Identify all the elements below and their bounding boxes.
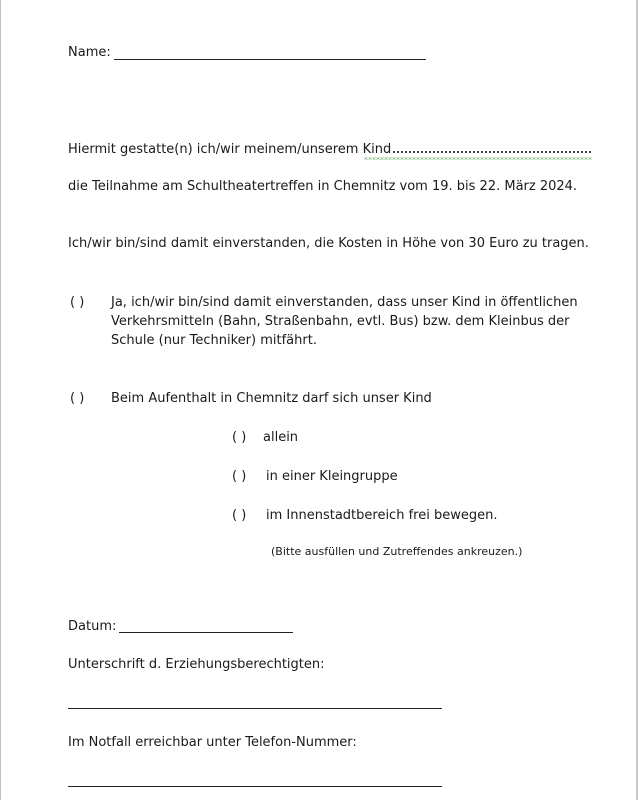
stay-intro-text: Beim Aufenthalt in Chemnitz darf sich unser Kind xyxy=(111,391,432,406)
stay-checkbox[interactable]: ( ) xyxy=(70,391,85,406)
spellcheck-underline xyxy=(364,157,592,160)
signature-input-line[interactable] xyxy=(68,708,442,709)
transport-line-1: Ja, ich/wir bin/sind damit einverstanden, dass unser Kind in öffentlichen xyxy=(111,295,578,310)
page-border-left xyxy=(0,0,1,800)
name-row xyxy=(68,45,111,61)
option-group-checkbox[interactable]: ( ) xyxy=(232,469,247,484)
permission-intro xyxy=(68,141,591,158)
transport-checkbox[interactable]: ( ) xyxy=(70,295,85,310)
emergency-label: Im Notfall erreichbar unter Telefon-Nummer: xyxy=(68,735,357,750)
date-label: Datum: xyxy=(68,619,117,634)
participation-text: die Teilnahme am Schultheatertreffen in Chemnitz vom 19. bis 22. März 2024. xyxy=(68,179,578,194)
option-alone-label: allein xyxy=(263,430,299,445)
emergency-phone-input-line[interactable] xyxy=(68,786,442,787)
signature-label: Unterschrift d. Erziehungsberechtigten: xyxy=(68,657,325,672)
transport-line-2: Verkehrsmitteln (Bahn, Straßenbahn, evtl. Bus) bzw. dem Kleinbus der xyxy=(111,314,570,329)
name-label: Name: xyxy=(68,45,111,60)
option-city-checkbox[interactable]: ( ) xyxy=(232,508,247,523)
option-alone-checkbox[interactable]: ( ) xyxy=(232,430,247,445)
child-name-input-line[interactable] xyxy=(393,141,591,153)
child-word: Kind xyxy=(362,142,392,157)
name-input-line[interactable] xyxy=(114,59,426,60)
costs-text: Ich/wir bin/sind damit einverstanden, die Kosten in Höhe von 30 Euro zu tragen. xyxy=(68,236,589,251)
date-input-line[interactable] xyxy=(119,632,293,633)
transport-line-3: Schule (nur Techniker) mitfährt. xyxy=(111,333,317,348)
option-city-label: im Innenstadtbereich frei bewegen. xyxy=(266,508,498,523)
permission-intro-text: Hiermit gestatte(n) ich/wir meinem/unserem xyxy=(68,142,363,157)
instruction-note: (Bitte ausfüllen und Zutreffendes ankreuzen.) xyxy=(271,545,523,558)
option-group-label: in einer Kleingruppe xyxy=(266,469,398,484)
